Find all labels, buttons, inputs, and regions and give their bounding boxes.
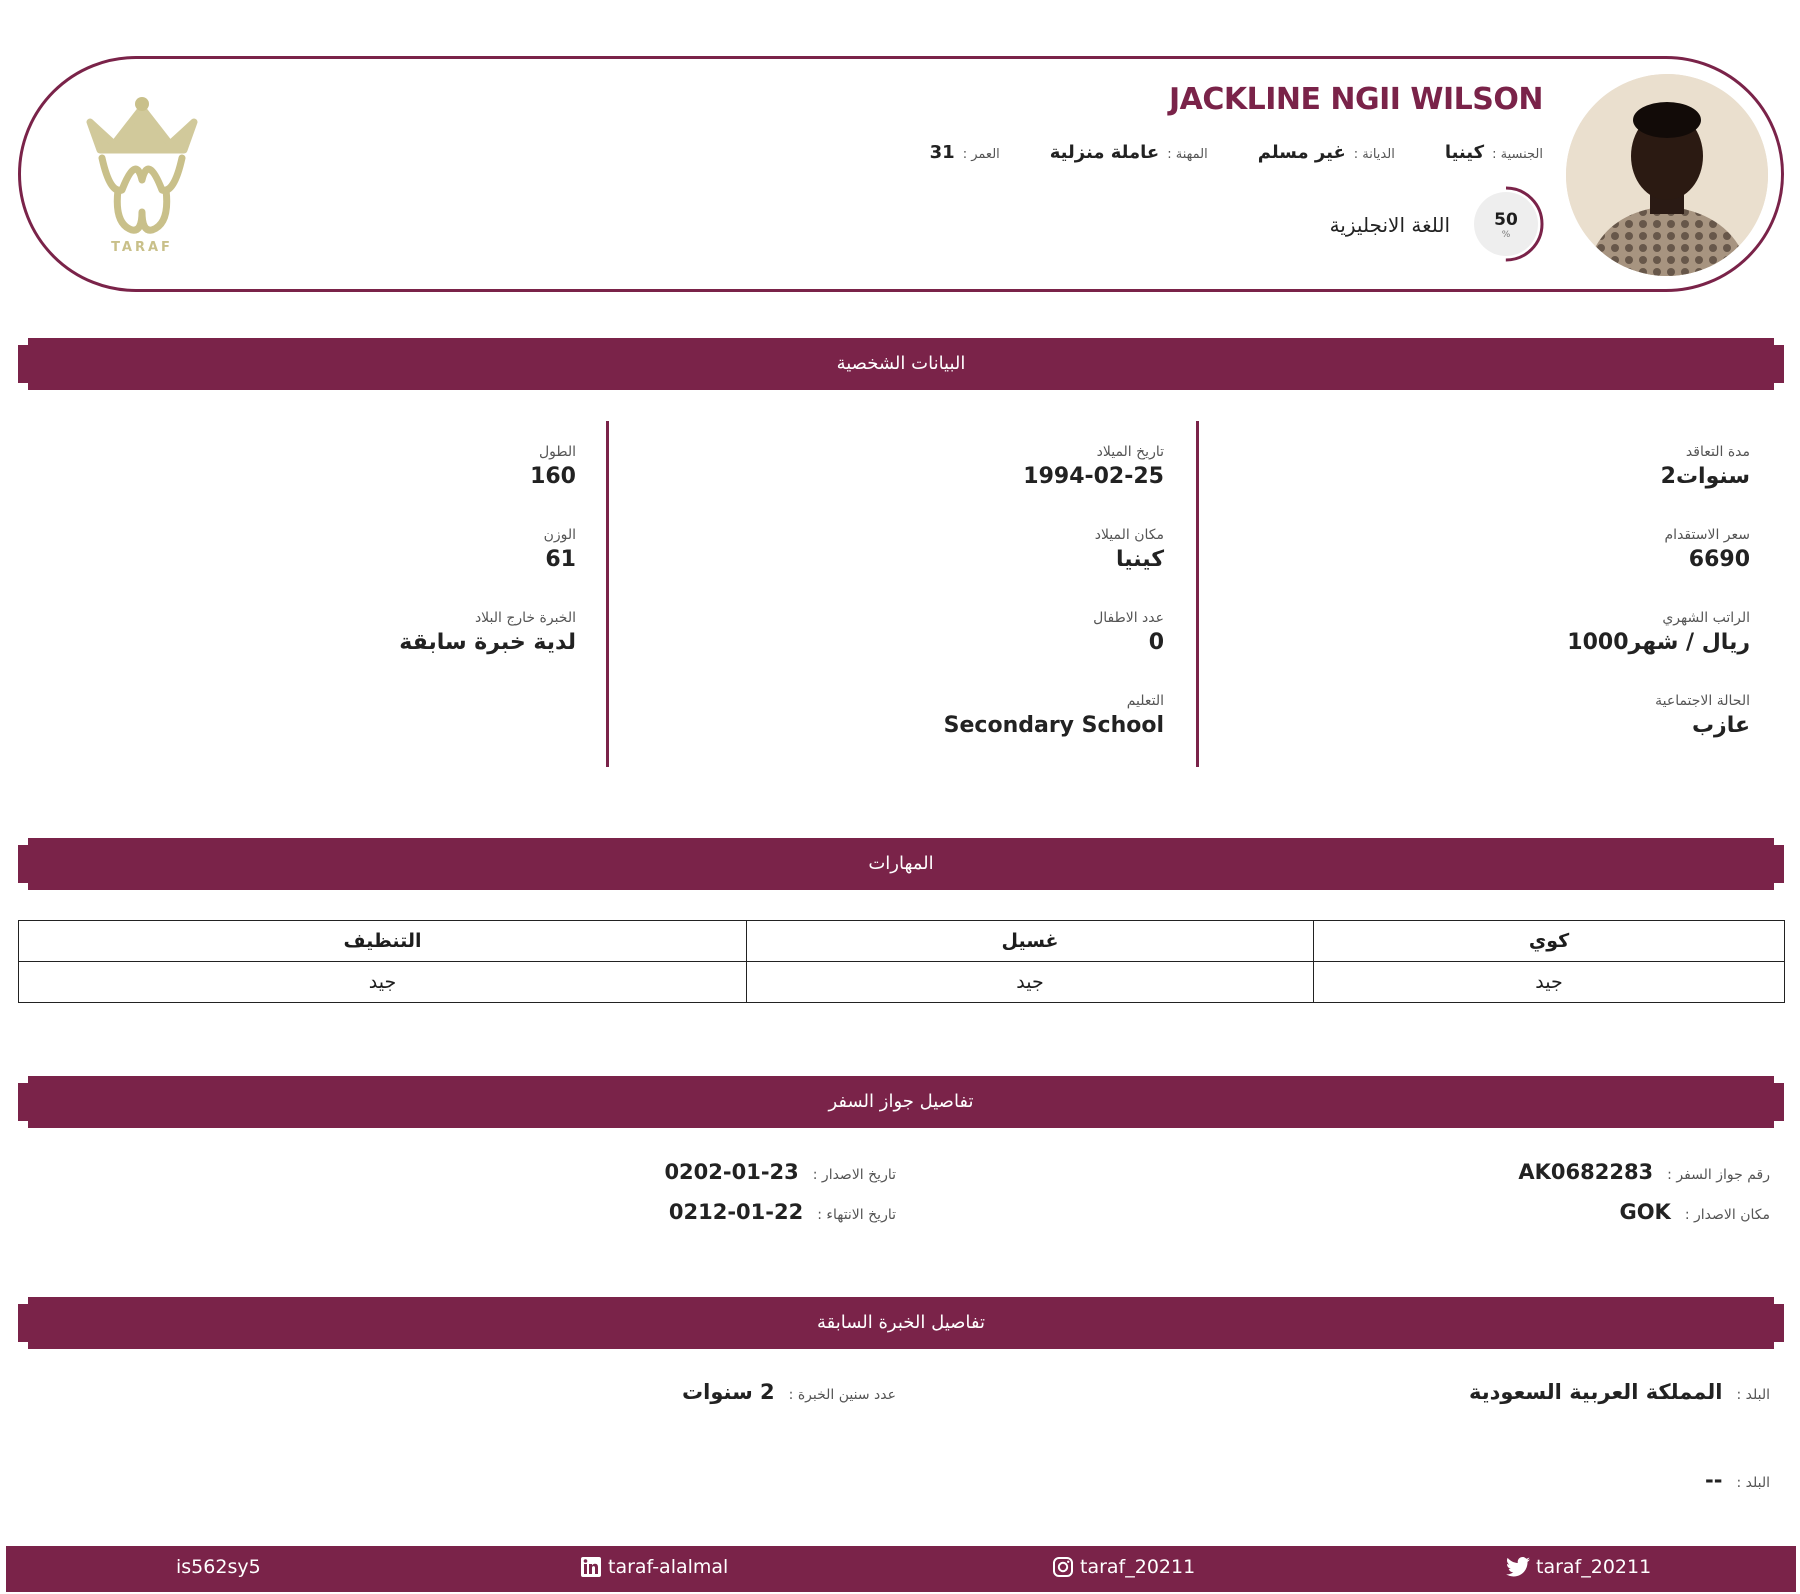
children-field xyxy=(1093,610,1164,655)
expiry-date-label: تاريخ الانتهاء : xyxy=(817,1207,896,1223)
nationality-field xyxy=(1445,142,1543,163)
language-percent: 50 xyxy=(1494,210,1518,230)
instagram-link[interactable] xyxy=(1052,1556,1195,1578)
profession-value: عاملة منزلية xyxy=(1049,141,1160,163)
education-field xyxy=(944,693,1164,738)
experience-years-field xyxy=(682,1380,896,1404)
candidate-name: JACKLINE NGII WILSON xyxy=(1168,82,1543,117)
age-label: العمر : xyxy=(962,146,1000,162)
table-row xyxy=(19,921,1785,962)
price-value: 6690 xyxy=(1688,547,1750,572)
column-divider xyxy=(606,421,609,767)
nationality-value: كينيا xyxy=(1444,141,1485,163)
instagram-handle: taraf_20211 xyxy=(1080,1556,1196,1578)
experience-country2-field xyxy=(1705,1468,1770,1492)
weight-label: الوزن xyxy=(543,527,576,543)
height-value: 160 xyxy=(530,464,576,489)
reference-code xyxy=(176,1556,261,1578)
age-field xyxy=(930,142,1000,163)
religion-field xyxy=(1258,142,1395,163)
weight-field xyxy=(544,527,576,572)
language-progress xyxy=(1468,186,1544,262)
marital-label: الحالة الاجتماعية xyxy=(1655,693,1750,709)
salary-value: 1000ريال / شهر xyxy=(1567,630,1750,655)
birthdate-label: تاريخ الميلاد xyxy=(1096,444,1164,460)
experience-years-value: 2 سنوات xyxy=(682,1380,775,1404)
linkedin-icon xyxy=(580,1556,602,1578)
experience-years-label: عدد سنين الخبرة : xyxy=(788,1387,896,1403)
percent-sign: % xyxy=(1501,230,1511,240)
contract-field xyxy=(1661,444,1750,489)
twitter-icon xyxy=(1506,1556,1530,1578)
skills-table xyxy=(18,920,1785,1003)
religion-label: الديانة : xyxy=(1353,146,1395,162)
skill-level: جيد xyxy=(1314,962,1785,1003)
expiry-date-field xyxy=(669,1200,896,1224)
linkedin-handle: taraf-alalmal xyxy=(608,1556,729,1578)
section-title-experience: تفاصيل الخبرة السابقة xyxy=(816,1312,986,1333)
section-title-personal: البيانات الشخصية xyxy=(836,353,966,374)
column-divider xyxy=(1196,421,1199,767)
birthdate-field xyxy=(1023,444,1164,489)
logo-text: TARAF xyxy=(111,240,173,255)
price-field xyxy=(1665,527,1750,572)
taraf-logo xyxy=(80,94,204,260)
children-label: عدد الاطفال xyxy=(1093,610,1164,626)
profile-meta xyxy=(880,140,1543,164)
height-label: الطول xyxy=(538,444,576,460)
issue-date-field xyxy=(664,1160,896,1184)
section-banner-experience xyxy=(18,1297,1784,1349)
height-field xyxy=(530,444,576,489)
skill-header: التنظيف xyxy=(19,921,747,962)
section-title-skills: المهارات xyxy=(868,853,934,874)
expiry-date-value: 0212-01-22 xyxy=(668,1200,804,1224)
birthdate-value: 1994-02-25 xyxy=(1023,464,1164,489)
abroad-experience-field xyxy=(399,610,576,655)
experience-country-label: البلد : xyxy=(1736,1387,1770,1403)
abroad-experience-label: الخبرة خارج البلاد xyxy=(474,610,576,626)
contract-value: 2سنوات xyxy=(1660,464,1750,489)
twitter-handle: taraf_20211 xyxy=(1536,1556,1652,1578)
marital-field xyxy=(1655,693,1750,738)
nationality-label: الجنسية : xyxy=(1492,146,1543,162)
education-label: التعليم xyxy=(1126,693,1164,709)
avatar xyxy=(1566,74,1768,276)
reference-code-text: is562sy5 xyxy=(176,1556,261,1578)
issue-date-label: تاريخ الاصدار : xyxy=(812,1167,896,1183)
salary-field xyxy=(1567,610,1750,655)
issue-date-value: 0202-01-23 xyxy=(664,1160,799,1184)
profession-field xyxy=(1050,142,1208,163)
experience-country2-value: -- xyxy=(1705,1468,1723,1492)
passport-number-label: رقم جواز السفر : xyxy=(1667,1167,1770,1183)
crown-icon xyxy=(80,94,204,260)
section-title-passport: تفاصيل جواز السفر xyxy=(828,1091,974,1112)
skill-level: جيد xyxy=(747,962,1314,1003)
salary-label: الراتب الشهري xyxy=(1662,610,1750,626)
instagram-icon xyxy=(1052,1556,1074,1578)
language-name: اللغة الانجليزية xyxy=(1329,213,1450,237)
profession-label: المهنة : xyxy=(1167,146,1208,162)
experience-country-field xyxy=(1469,1380,1770,1404)
experience-country2-label: البلد : xyxy=(1736,1475,1770,1491)
abroad-experience-value: لدية خبرة سابقة xyxy=(399,630,576,655)
skill-header: كوي xyxy=(1314,921,1785,962)
education-value: Secondary School xyxy=(943,713,1164,738)
birthplace-label: مكان الميلاد xyxy=(1094,527,1164,543)
children-value: 0 xyxy=(1148,630,1164,655)
table-row xyxy=(19,962,1785,1003)
issue-place-field xyxy=(1619,1200,1770,1224)
section-banner-skills xyxy=(18,838,1784,890)
age-value: 31 xyxy=(929,141,955,163)
issue-place-label: مكان الاصدار : xyxy=(1684,1207,1770,1223)
twitter-link[interactable] xyxy=(1506,1556,1651,1578)
linkedin-link[interactable] xyxy=(580,1556,728,1578)
weight-value: 61 xyxy=(545,547,576,572)
skill-header: غسيل xyxy=(747,921,1314,962)
passport-number-value: AK0682283 xyxy=(1518,1160,1654,1184)
religion-value: غير مسلم xyxy=(1257,141,1346,163)
price-label: سعر الاستقدام xyxy=(1664,527,1750,543)
birthplace-field xyxy=(1095,527,1164,572)
section-banner-passport xyxy=(18,1076,1784,1128)
contract-label: مدة التعاقد xyxy=(1685,444,1750,460)
section-banner-personal xyxy=(18,338,1784,390)
experience-country-value: المملكة العربية السعودية xyxy=(1469,1380,1723,1404)
skill-level: جيد xyxy=(19,962,747,1003)
birthplace-value: كينيا xyxy=(1116,547,1164,572)
profile-photo xyxy=(1566,74,1768,276)
marital-value: عازب xyxy=(1691,713,1750,738)
issue-place-value: GOK xyxy=(1619,1200,1671,1224)
passport-number-field xyxy=(1518,1160,1770,1184)
